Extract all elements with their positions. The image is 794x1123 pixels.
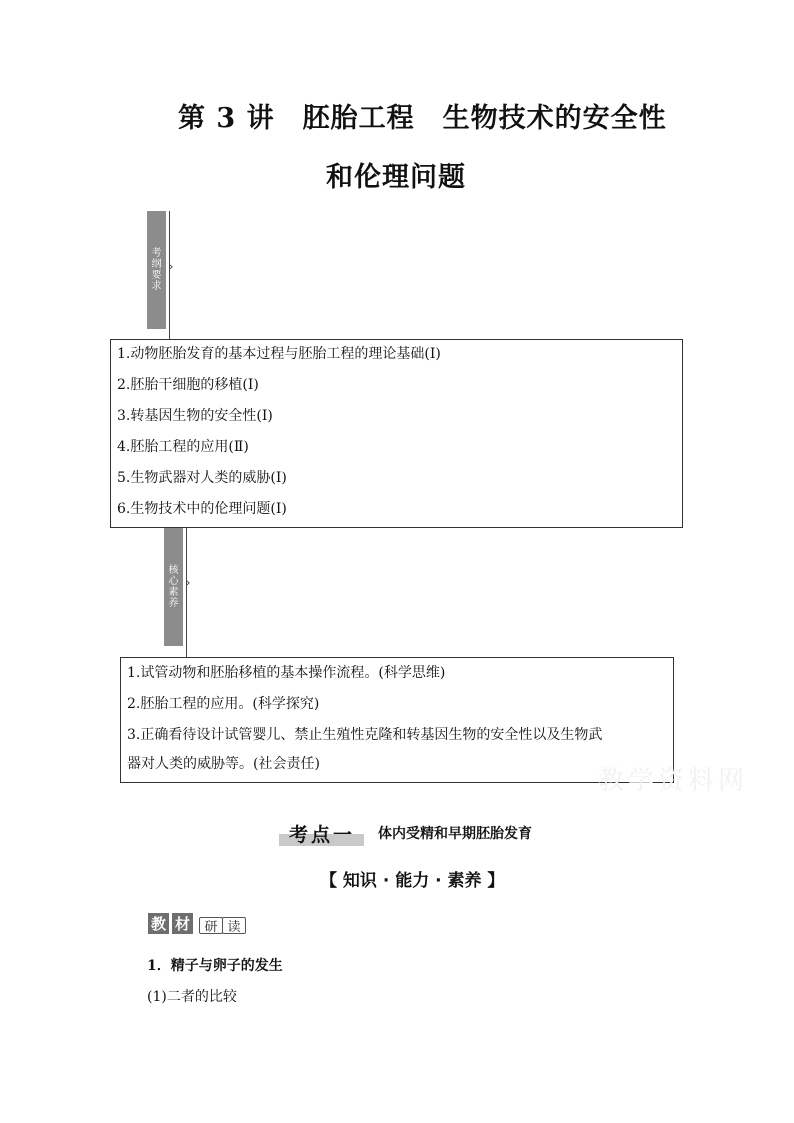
divider bbox=[186, 528, 187, 658]
requirement-item: 3.转基因生物的安全性(Ⅰ) bbox=[117, 408, 273, 424]
kaodian-topic: 体内受精和早期胚胎发育 bbox=[378, 826, 532, 842]
page-title-line1: 第 3 讲 胚胎工程 生物技术的安全性 bbox=[178, 103, 667, 134]
study-badge-char: 教 bbox=[148, 913, 169, 934]
heading-2: (1)二者的比较 bbox=[147, 989, 237, 1005]
requirement-item: 5.生物武器对人类的威胁(Ⅰ) bbox=[117, 470, 287, 486]
exam-requirements-box bbox=[110, 339, 683, 528]
requirement-item: 6.生物技术中的伦理问题(Ⅰ) bbox=[117, 501, 287, 517]
core-literacy-box bbox=[120, 657, 674, 783]
section-title: 【 知识 · 能力 · 素养 】 bbox=[320, 871, 505, 891]
kaodian-label: 考点一 bbox=[289, 824, 356, 846]
watermark: 教学资料网 bbox=[598, 766, 749, 796]
core-literacy-tab-label: 核心素养 bbox=[168, 565, 179, 609]
divider bbox=[169, 211, 170, 340]
chevron-right-icon: › bbox=[169, 260, 174, 273]
literacy-item: 1.试管动物和胚胎移植的基本操作流程。(科学思维) bbox=[127, 665, 446, 681]
study-badge-char: 读 bbox=[222, 917, 246, 934]
study-badge-char: 研 bbox=[199, 917, 223, 934]
chevron-right-icon: › bbox=[186, 576, 191, 589]
study-badge-char: 材 bbox=[172, 913, 193, 934]
page-title-line2: 和伦理问题 bbox=[326, 162, 466, 193]
heading-1: 1．精子与卵子的发生 bbox=[147, 958, 283, 974]
exam-requirements-tab bbox=[147, 211, 166, 329]
core-literacy-tab bbox=[164, 528, 183, 646]
exam-requirements-tab-label: 考纲要求 bbox=[151, 248, 162, 292]
literacy-item: 器对人类的威胁等。(社会责任) bbox=[127, 756, 320, 772]
literacy-item: 3.正确看待设计试管婴儿、禁止生殖性克隆和转基因生物的安全性以及生物武 bbox=[127, 727, 603, 743]
requirement-item: 1.动物胚胎发育的基本过程与胚胎工程的理论基础(Ⅰ) bbox=[117, 346, 441, 362]
requirement-item: 4.胚胎工程的应用(Ⅱ) bbox=[117, 439, 249, 455]
requirement-item: 2.胚胎干细胞的移植(Ⅰ) bbox=[117, 377, 259, 393]
literacy-item: 2.胚胎工程的应用。(科学探究) bbox=[127, 696, 320, 712]
